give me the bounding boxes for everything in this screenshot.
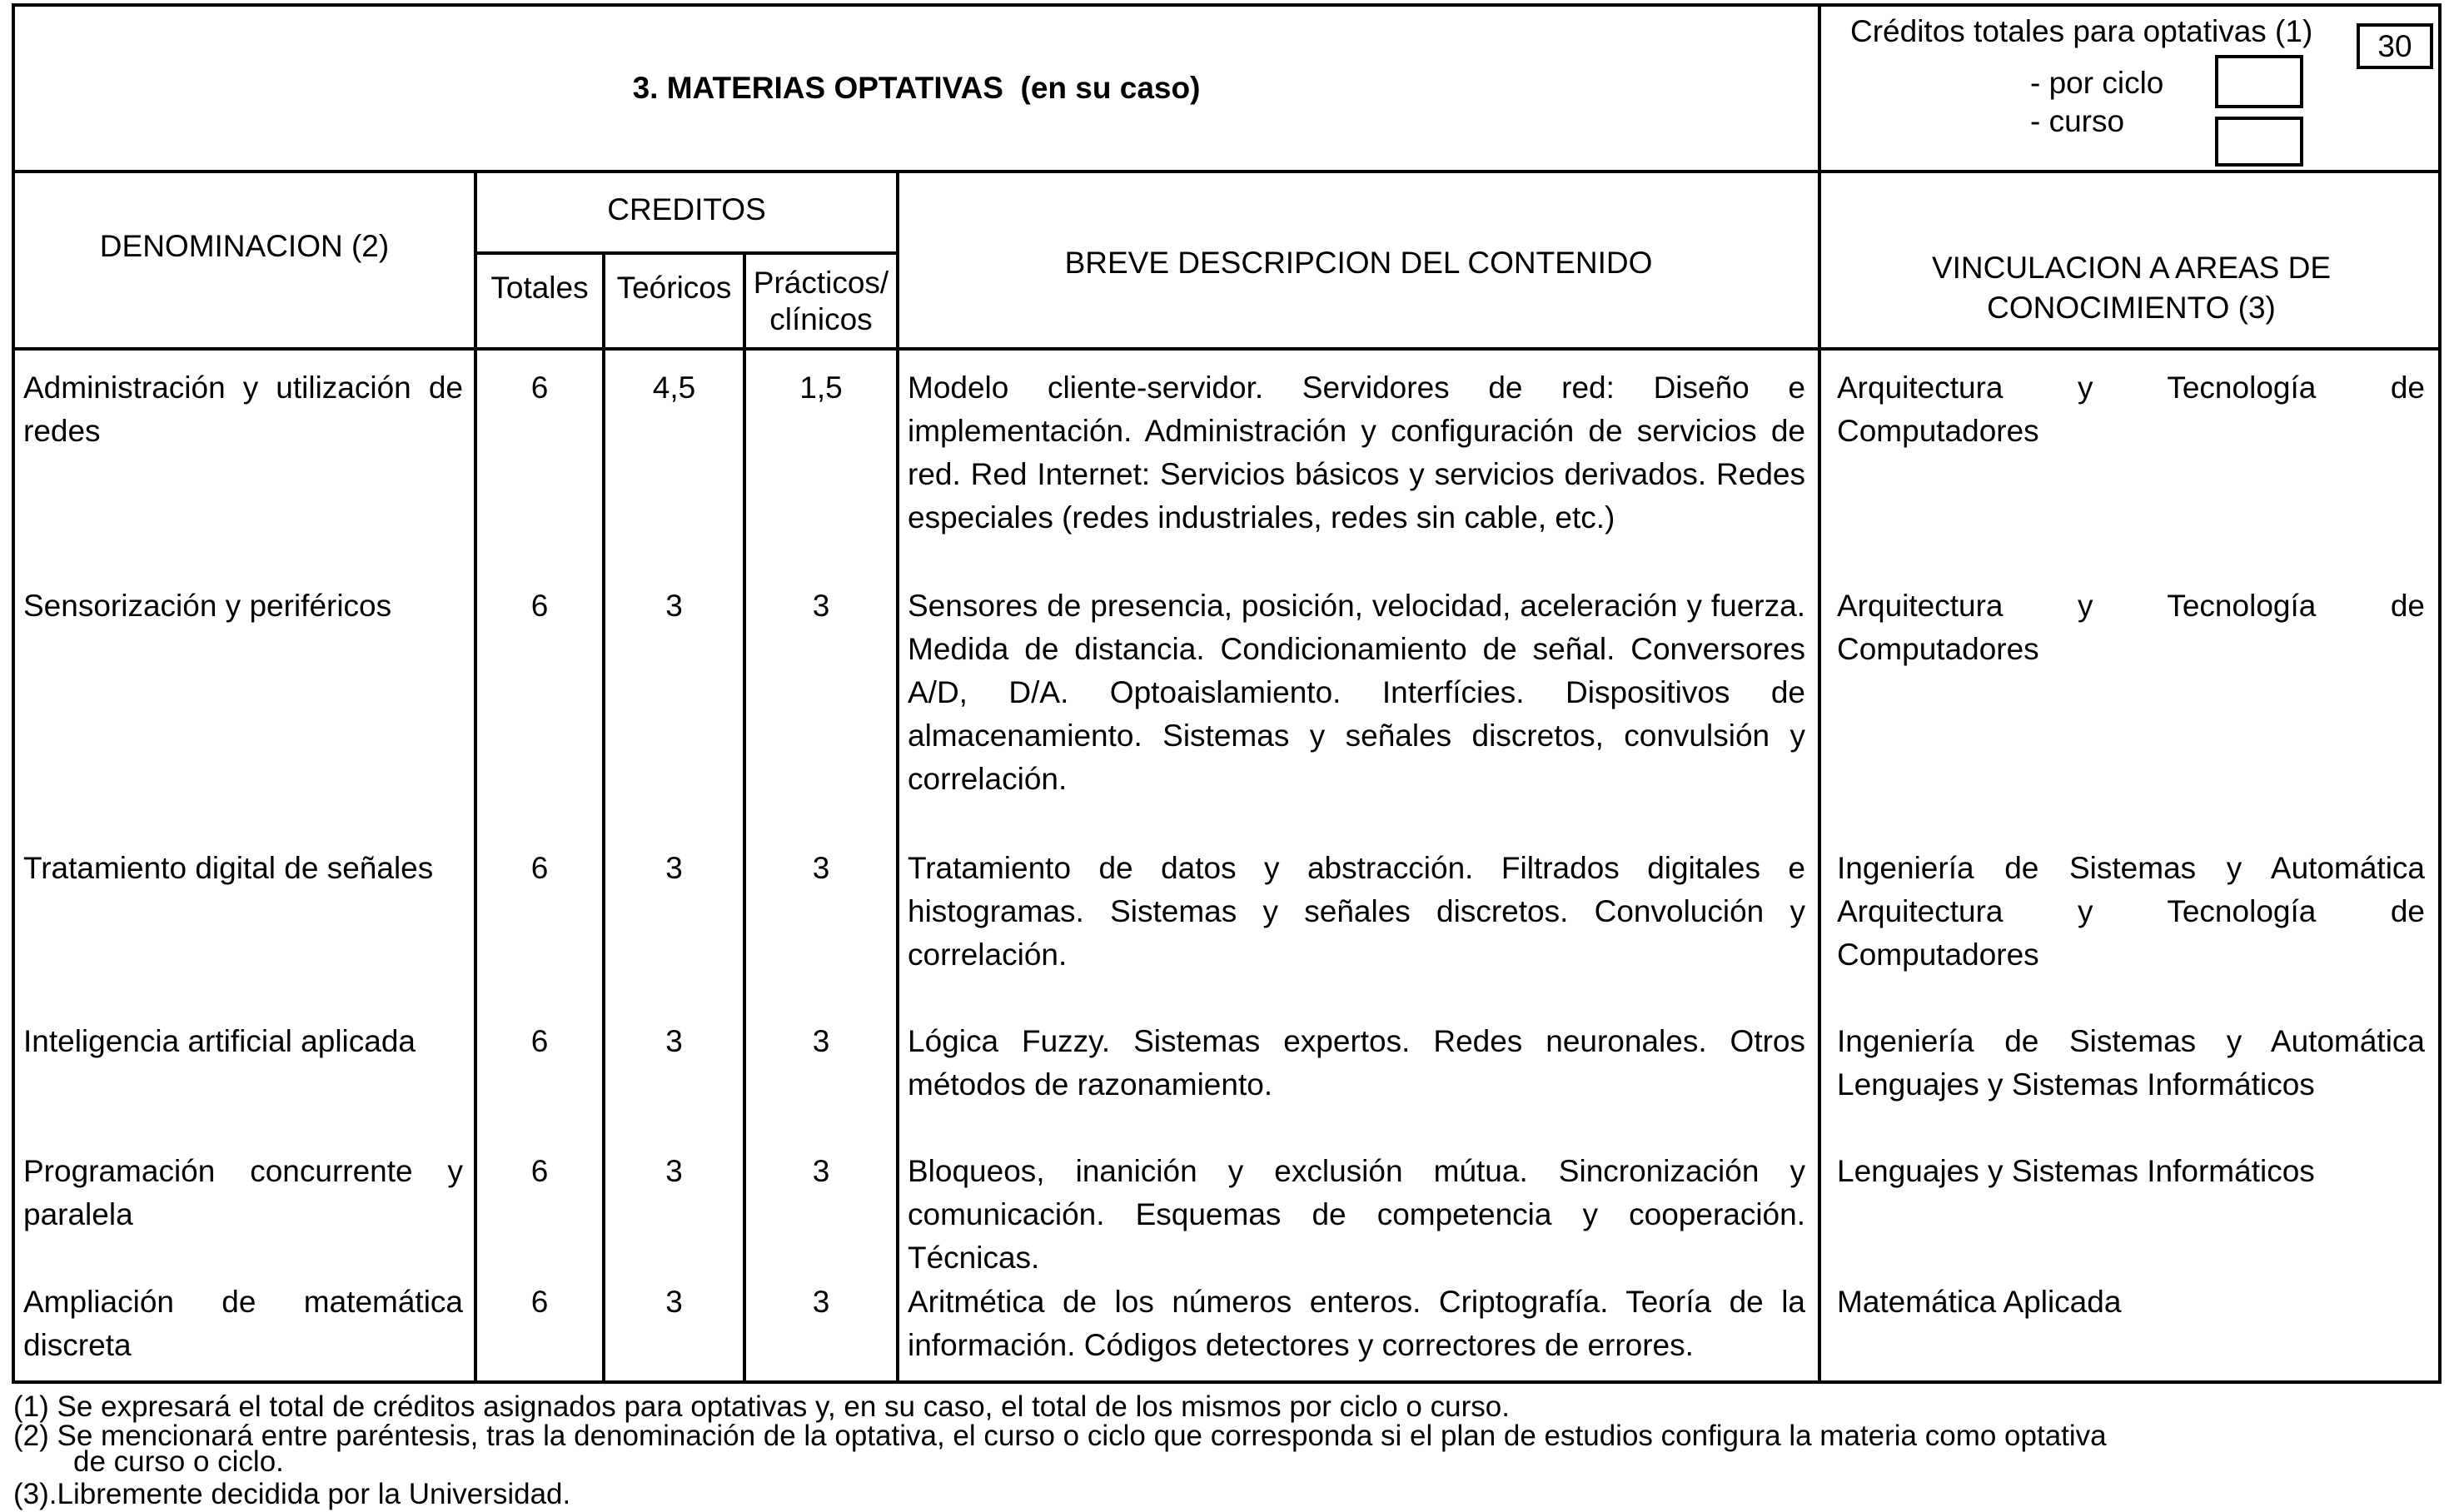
footnote-2-cont: de curso o ciclo. <box>73 1445 284 1478</box>
credits-teoricos: 3 <box>665 851 683 885</box>
credits-totales: 6 <box>530 851 549 885</box>
knowledge-area: Arquitectura y Tecnología de Computadores <box>1837 371 2425 448</box>
per-cycle-box <box>2215 55 2303 108</box>
subject-description: Lógica Fuzzy. Sistemas expertos. Redes neuronales. Otros métodos de razonamiento. <box>908 1024 1805 1102</box>
credits-practicos: 3 <box>812 1154 830 1188</box>
credits-totales: 6 <box>530 1285 549 1319</box>
subject-description: Tratamiento de datos y abstracción. Filtrados digitales e histogramas. Sistemas y señales discretos. Convolución y correlación. <box>908 851 1805 972</box>
credits-practicos: 1,5 <box>799 371 843 405</box>
credits-subheader-divider <box>475 251 898 255</box>
subject-description: Bloqueos, inanición y exclusión mútua. Sincronización y comunicación. Esquemas de competencia y cooperación. Técnicas. <box>908 1154 1805 1275</box>
credits-totales: 6 <box>530 371 549 405</box>
knowledge-area: Ingeniería de Sistemas y Automática Lenguajes y Sistemas Informáticos <box>1837 1024 2425 1102</box>
credits-col-divider <box>896 170 899 1384</box>
per-course-box <box>2215 117 2303 167</box>
footnote-1: (1) Se expresará el total de créditos asignados para optativas y, en su caso, el total de los mismos por ciclo o curso. <box>13 1390 1510 1423</box>
credits-total-value: 30 <box>2377 29 2412 63</box>
column-header-divider <box>12 347 2442 351</box>
teoricos-col-divider <box>743 251 746 1384</box>
credits-teoricos: 3 <box>665 589 683 623</box>
credits-total-box <box>2357 23 2433 69</box>
footnote-2: (2) Se mencionará entre paréntesis, tras la denominación de la optativa, el curso o ciclo que corresponda si el plan de estudios configura la materia como optativa <box>13 1420 2107 1452</box>
header-right-divider <box>1818 3 1821 1384</box>
credits-total-label: Créditos totales para optativas (1) <box>1850 14 2313 48</box>
header-divider <box>12 170 2442 173</box>
credits-totales: 6 <box>530 1024 549 1058</box>
totales-col-divider <box>602 251 605 1384</box>
col-vinculacion-line2: CONOCIMIENTO (3) <box>1987 291 2276 325</box>
subject-description: Modelo cliente-servidor. Servidores de red: Diseño e implementación. Administración y configuración de servicios de red. Red Internet: Servicios básicos y servicios derivados. Redes especiales (redes industriales, redes sin cable, etc.) <box>908 371 1805 535</box>
credits-practicos: 3 <box>812 851 830 885</box>
subject-name: Administración y utilización de redes <box>23 371 463 448</box>
col-descripcion: BREVE DESCRIPCION DEL CONTENIDO <box>1064 246 1653 280</box>
knowledge-area: Arquitectura y Tecnología de Computadores <box>1837 589 2425 666</box>
credits-teoricos: 4,5 <box>652 371 696 405</box>
knowledge-area: Matemática Aplicada <box>1837 1285 2122 1319</box>
knowledge-area: Ingeniería de Sistemas y Automática Arquitectura y Tecnología de Computadores <box>1837 851 2425 972</box>
name-col-divider <box>474 170 477 1384</box>
subject-name: Ampliación de matemática discreta <box>23 1285 463 1362</box>
credits-teoricos: 3 <box>665 1024 683 1058</box>
credits-totales: 6 <box>530 589 549 623</box>
credits-practicos: 3 <box>812 1024 830 1058</box>
col-denominacion: DENOMINACION (2) <box>99 229 390 263</box>
subject-name: Sensorización y periféricos <box>23 589 392 623</box>
col-practicos-line1: Prácticos/ <box>753 266 889 300</box>
knowledge-area: Lenguajes y Sistemas Informáticos <box>1837 1154 2315 1188</box>
col-vinculacion-line1: VINCULACION A AREAS DE <box>1931 251 2332 285</box>
page-title: 3. MATERIAS OPTATIVAS (en su caso) <box>632 71 1201 105</box>
credits-teoricos: 3 <box>665 1154 683 1188</box>
credits-practicos: 3 <box>812 589 830 623</box>
col-totales: Totales <box>490 271 589 305</box>
credits-totales: 6 <box>530 1154 549 1188</box>
col-creditos: CREDITOS <box>607 192 766 226</box>
col-practicos-line2: clínicos <box>769 302 873 336</box>
subject-name: Inteligencia artificial aplicada <box>23 1024 416 1058</box>
credits-teoricos: 3 <box>665 1285 683 1319</box>
col-teoricos: Teóricos <box>616 271 732 305</box>
footnote-3: (3).Libremente decidida por la Universidad. <box>13 1478 571 1510</box>
subject-description: Sensores de presencia, posición, velocidad, aceleración y fuerza. Medida de distancia. Condicionamiento de señal. Conversores A/D, D/A. Optoaislamiento. Interfícies. Dispositivos de almacenamiento. Sistemas y señales discretos, convulsión y correlación. <box>908 589 1805 796</box>
per-cycle-label: - por ciclo <box>2030 66 2164 100</box>
subject-name: Tratamiento digital de señales <box>23 851 434 885</box>
subject-name: Programación concurrente y paralela <box>23 1154 463 1231</box>
subject-description: Aritmética de los números enteros. Criptografía. Teoría de la información. Códigos detectores y correctores de errores. <box>908 1285 1805 1362</box>
credits-practicos: 3 <box>812 1285 830 1319</box>
per-course-label: - curso <box>2030 104 2125 138</box>
